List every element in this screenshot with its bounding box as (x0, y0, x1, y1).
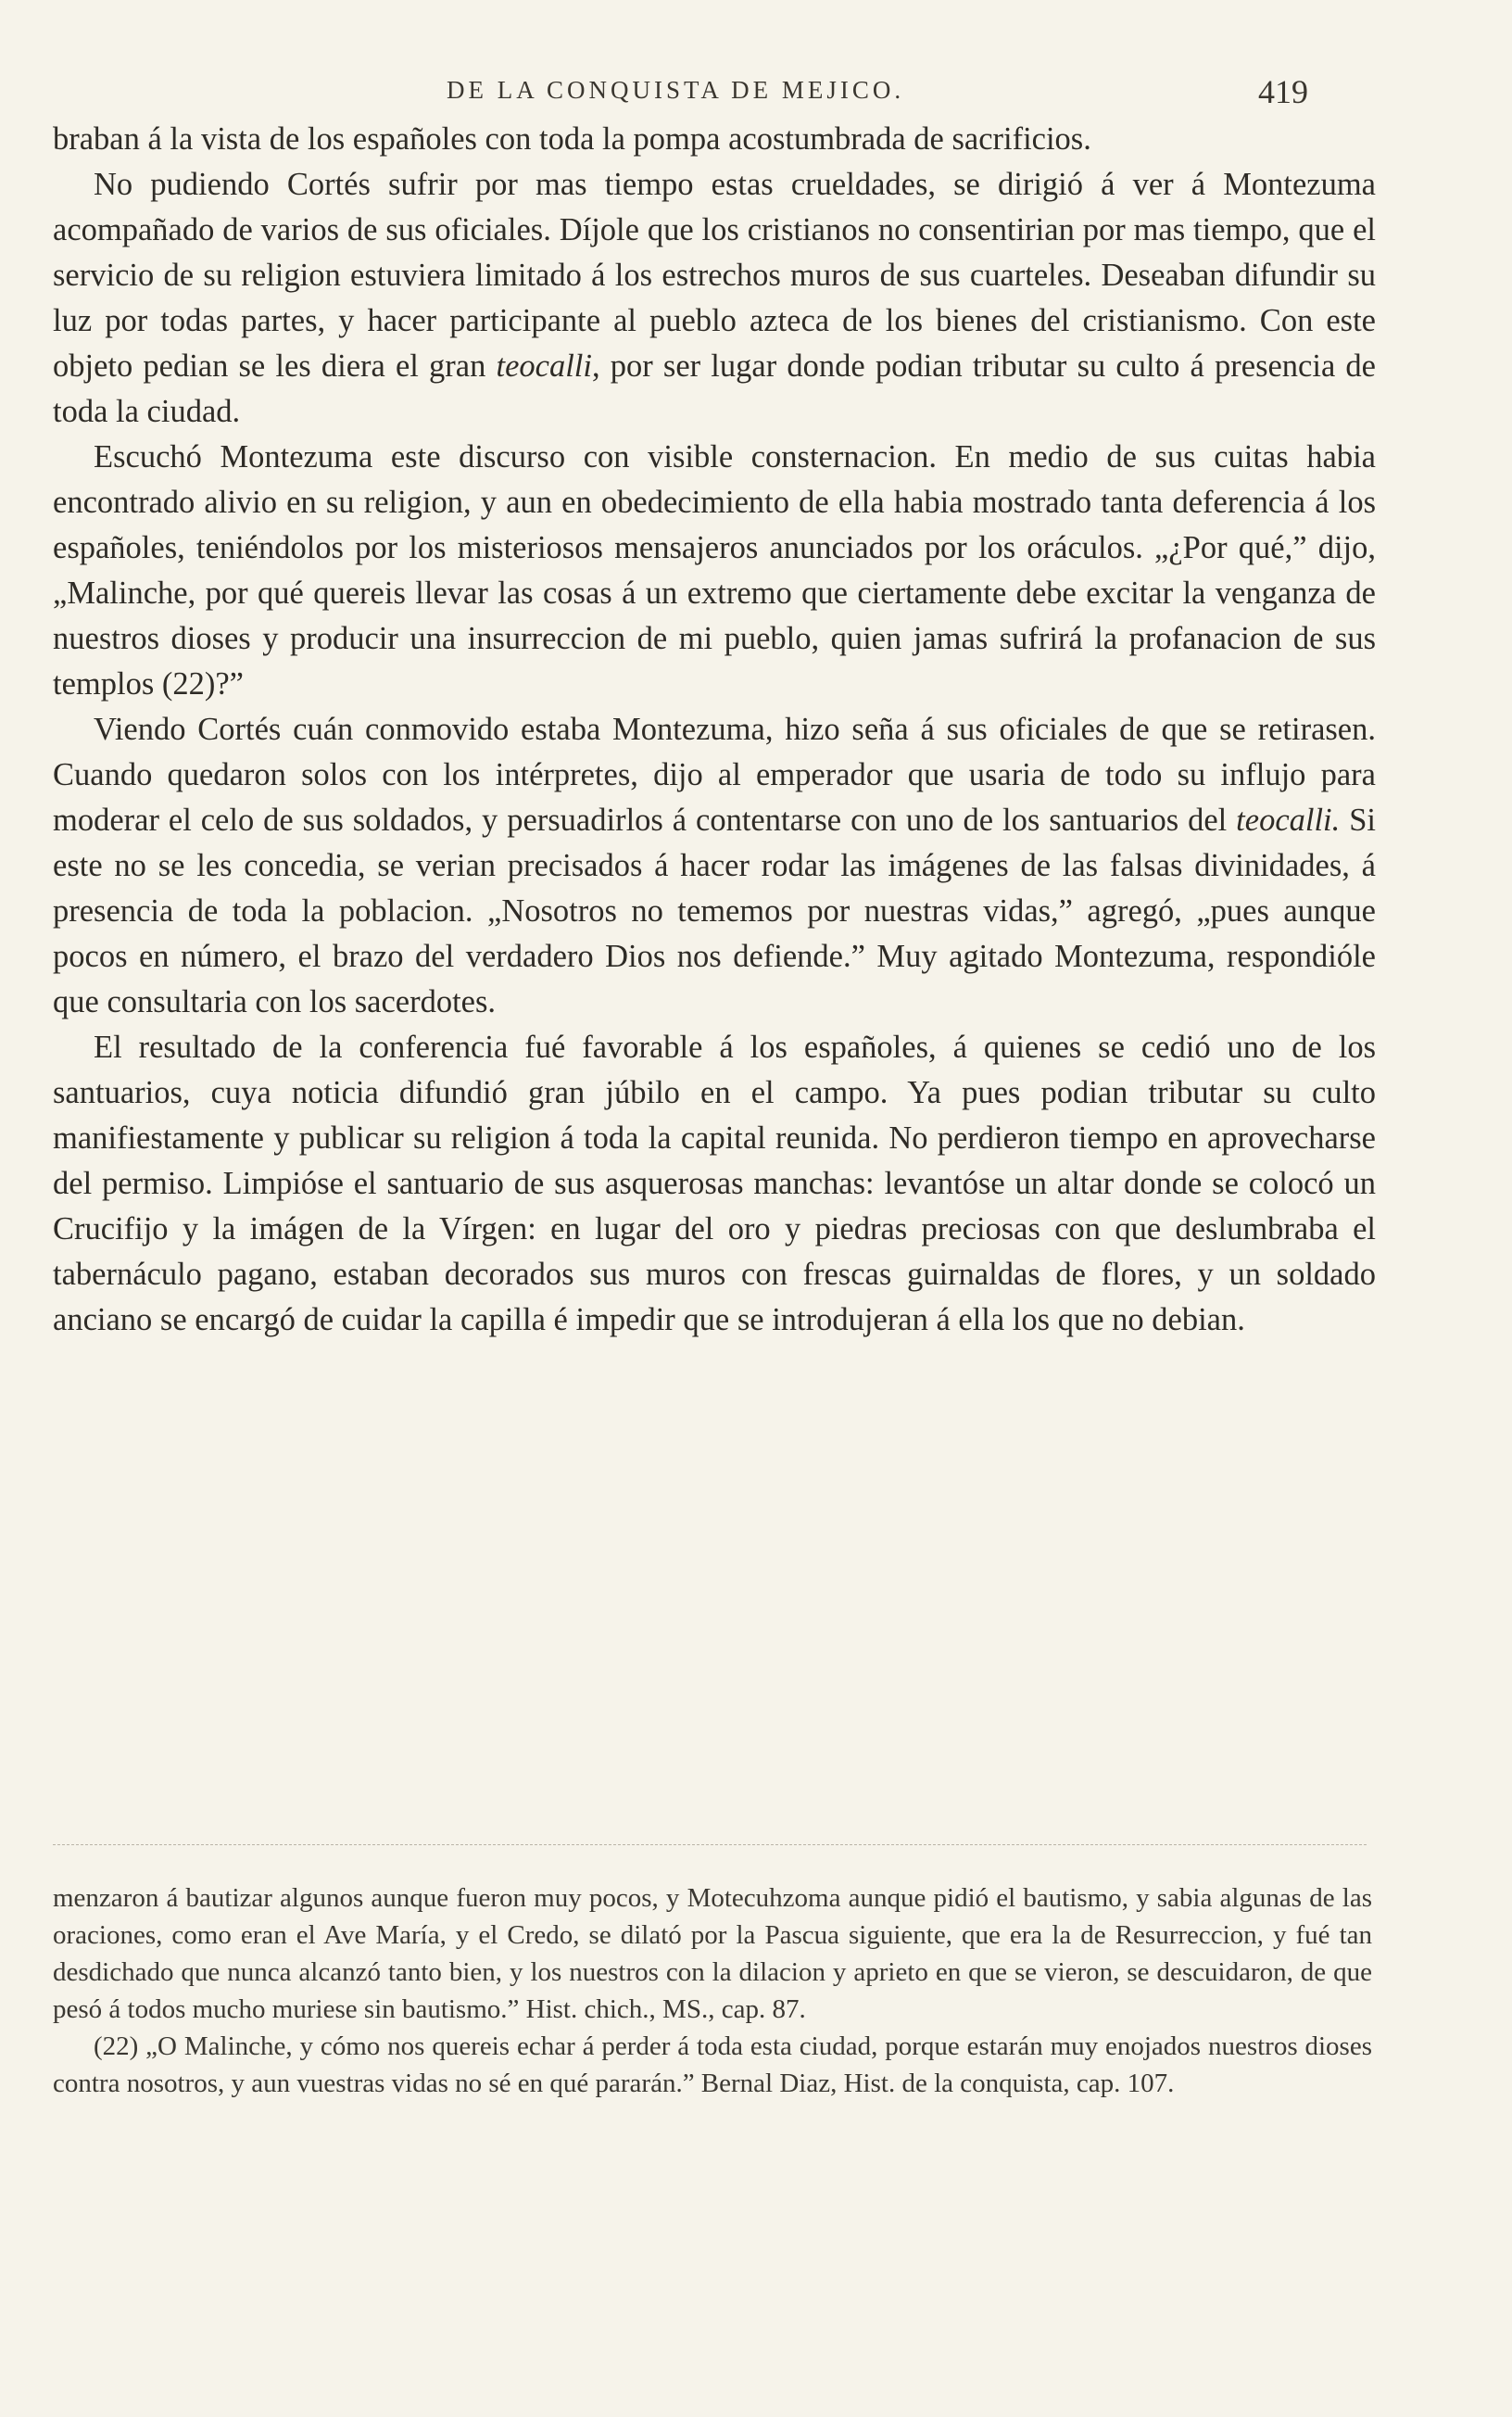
italic-term-teocalli-2: teocalli. (1236, 803, 1341, 838)
italic-term-teocalli: teocalli (496, 348, 592, 384)
paragraph-2-text-b: , por ser lugar donde podian tributar su culto á presencia de toda la ciudad. (53, 348, 1376, 429)
footnote-divider (53, 1844, 1367, 1845)
paragraph-4 (53, 707, 1376, 1025)
paragraph-2 (53, 162, 1376, 435)
running-title: DE LA CONQUISTA DE MEJICO. (447, 76, 905, 104)
paragraph-2-text-a: No pudiendo Cortés sufrir por mas tiempo estas crueldades, se dirigió á ver á Montezuma acompañado de varios de sus oficiales. Díjole que los cristianos no consentirian por mas tiempo, que el servicio de su religion estuviera limitado á los estrechos muros de sus cuarteles. Deseaban difundir su luz por todas partes, y hacer participante al pueblo azteca de los bienes del cristianismo. Con este objeto pedian se les diera el gran (53, 167, 1376, 384)
paragraph-4-text-b: Si este no se les concedia, se verian precisados á hacer rodar las imágenes de las falsas divinidades, á presencia de toda la poblacion. „Nosotros no tememos por nuestras vidas,” agregó, „pues aunque pocos en número, el brazo del verdadero Dios nos defiende.” Muy agitado Montezuma, respondióle que consultaria con los sacerdotes. (53, 803, 1376, 1019)
page-number: 419 (1258, 73, 1308, 110)
main-text (53, 117, 1376, 1343)
paragraph-4-text-a: Viendo Cortés cuán conmovido estaba Montezuma, hizo seña á sus oficiales de que se retirasen. Cuando quedaron solos con los intérpretes, dijo al emperador que usaria de todo su influjo para moderar el celo de sus soldados, y persuadirlos á contentarse con uno de los santuarios del (53, 712, 1376, 838)
paragraph-1: braban á la vista de los españoles con toda la pompa acostumbrada de sacrificios. (53, 121, 1091, 157)
footnote-22: (22) „O Malinche, y cómo nos quereis echar á perder á toda esta ciudad, porque estarán muy enojados nuestros dioses contra nosotros, y aun vuestras vidas no sé en qué pararán.” Bernal Diaz, Hist. de la conquista, cap. 107. (53, 2031, 1372, 2098)
footnotes (53, 1879, 1372, 2102)
paragraph-5: El resultado de la conferencia fué favorable á los españoles, á quienes se cedió uno de los santuarios, cuya noticia difundió gran júbilo en el campo. Ya pues podian tributar su culto manifiestamente y publicar su religion á toda la capital reunida. No perdieron tiempo en aprovecharse del permiso. Limpióse el santuario de sus asquerosas manchas: levantóse un altar donde se colocó un Crucifijo y la imágen de la Vírgen: en lugar del oro y piedras preciosas con que deslumbraba el tabernáculo pagano, estaban decorados sus muros con frescas guirnaldas de flores, y un soldado anciano se encargó de cuidar la capilla é impedir que se introdujeran á ella los que no debian. (53, 1030, 1376, 1337)
footnote-continuation: menzaron á bautizar algunos aunque fueron muy pocos, y Motecuhzoma aunque pidió el bautismo, y sabia algunas de las oraciones, como eran el Ave María, y el Credo, se dilató por la Pascua siguiente, que era la de Resurreccion, y fué tan desdichado que nunca alcanzó tanto bien, y los nuestros con la dilacion y aprieto en que se vieron, se descuidaron, de que pesó á todos mucho muriese sin bautismo.” Hist. chich., MS., cap. 87. (53, 1883, 1372, 2024)
paragraph-3: Escuchó Montezuma este discurso con visible consternacion. En medio de sus cuitas habia encontrado alivio en su religion, y aun en obedecimiento de ella habia mostrado tanta deferencia á los españoles, teniéndolos por los misteriosos mensajeros anunciados por los oráculos. „¿Por qué,” dijo, „Malinche, por qué quereis llevar las cosas á un extremo que ciertamente debe excitar la venganza de nuestros dioses y producir una insurreccion de mi pueblo, quien jamas sufrirá la profanacion de sus templos (22)?” (53, 439, 1376, 702)
